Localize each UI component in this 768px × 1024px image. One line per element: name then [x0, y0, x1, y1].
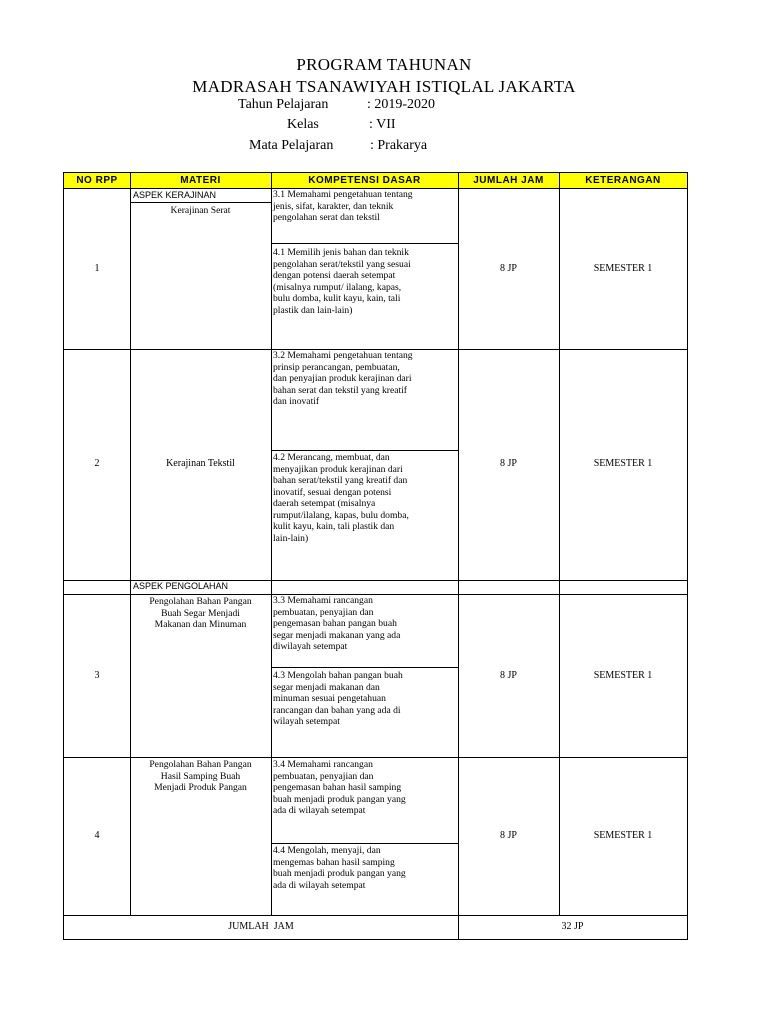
row-materi: Kerajinan Tekstil — [166, 458, 235, 469]
row-materi: Kerajinan Serat — [170, 205, 231, 216]
row-number: 4 — [94, 830, 100, 841]
row-kd-3: 3.4 Memahami rancangan pembuatan, penyajian dan pengemasan bahan hasil samping buah menjadi produk pangan yang ada di wilayah setempat — [273, 759, 406, 816]
row-keterangan: SEMESTER 1 — [593, 830, 653, 841]
row-jumlah-jam: 8 JP — [500, 263, 517, 274]
info-label-year: Tahun Pelajaran — [238, 97, 329, 112]
row-kd-4: 4.3 Mengolah bahan pangan buah segar menjadi makanan dan minuman sesuai pengetahuan rancangan dan bahan yang ada di wilayah setempat — [273, 670, 403, 727]
row-number: 2 — [94, 458, 100, 469]
document-title: PROGRAM TAHUNAN — [296, 55, 472, 74]
row-kd-4: 4.1 Memilih jenis bahan dan teknik pengolahan serat/tekstil yang sesuai dengan potensi daerah setempat (misalnya rumput/ ilalang, kapas, bulu domba, kulit kayu, kain, tali plastik dan lain-lain) — [273, 247, 411, 316]
row-kd-3: 3.3 Memahami rancangan pembuatan, penyajian dan pengemasan bahan pangan buah segar menjadi makanan yang ada diwilayah setempat — [273, 595, 401, 652]
row-kd-4: 4.2 Merancang, membuat, dan menyajikan produk kerajinan dari bahan serat/tekstil yang kreatif dan inovatif, sesuai dengan potensi daerah setempat (misalnya rumput/ilalang, kapas, bulu domba, kulit kayu, kain, tali plastik dan lain-lain) — [273, 452, 409, 544]
row-keterangan: SEMESTER 1 — [593, 458, 653, 469]
section-heading-pengolahan: ASPEK PENGOLAHAN — [133, 581, 229, 591]
total-value: 32 JP — [561, 921, 584, 932]
row-number: 3 — [94, 670, 100, 681]
school-name: MADRASAH TSANAWIYAH ISTIQLAL JAKARTA — [192, 77, 576, 96]
column-header-materi: MATERI — [180, 175, 221, 186]
column-header-jumlah-jam: JUMLAH JAM — [473, 175, 544, 186]
row-jumlah-jam: 8 JP — [500, 830, 517, 841]
column-header-no-rpp: NO RPP — [76, 175, 118, 186]
row-jumlah-jam: 8 JP — [500, 458, 517, 469]
column-header-keterangan: KETERANGAN — [585, 175, 661, 186]
column-header-kompetensi: KOMPETENSI DASAR — [308, 175, 421, 186]
row-kd-3: 3.1 Memahami pengetahuan tentang jenis, sifat, karakter, dan teknik pengolahan serat dan tekstil — [273, 189, 413, 223]
row-number: 1 — [94, 263, 100, 274]
info-value-year: : 2019-2020 — [367, 97, 436, 112]
info-label-subject: Mata Pelajaran — [249, 138, 334, 153]
row-keterangan: SEMESTER 1 — [593, 263, 653, 274]
row-kd-3: 3.2 Memahami pengetahuan tentang prinsip perancangan, pembuatan, dan penyajian produk kerajinan dari bahan serat dan tekstil yang kreatif dan inovatif — [273, 350, 413, 407]
info-value-class: : VII — [369, 117, 396, 132]
row-materi: Pengolahan Bahan Pangan Hasil Samping Buah Menjadi Produk Pangan — [149, 759, 252, 793]
section-heading-kerajinan: ASPEK KERAJINAN — [133, 190, 217, 200]
row-kd-4: 4.4 Mengolah, menyaji, dan mengemas bahan hasil samping buah menjadi produk pangan yang ada di wilayah setempat — [273, 845, 406, 891]
total-label: JUMLAH JAM — [228, 921, 294, 932]
row-keterangan: SEMESTER 1 — [593, 670, 653, 681]
row-materi: Pengolahan Bahan Pangan Buah Segar Menjadi Makanan dan Minuman — [149, 596, 252, 630]
info-label-class: Kelas — [287, 117, 319, 132]
info-value-subject: : Prakarya — [370, 138, 428, 153]
row-jumlah-jam: 8 JP — [500, 670, 517, 681]
